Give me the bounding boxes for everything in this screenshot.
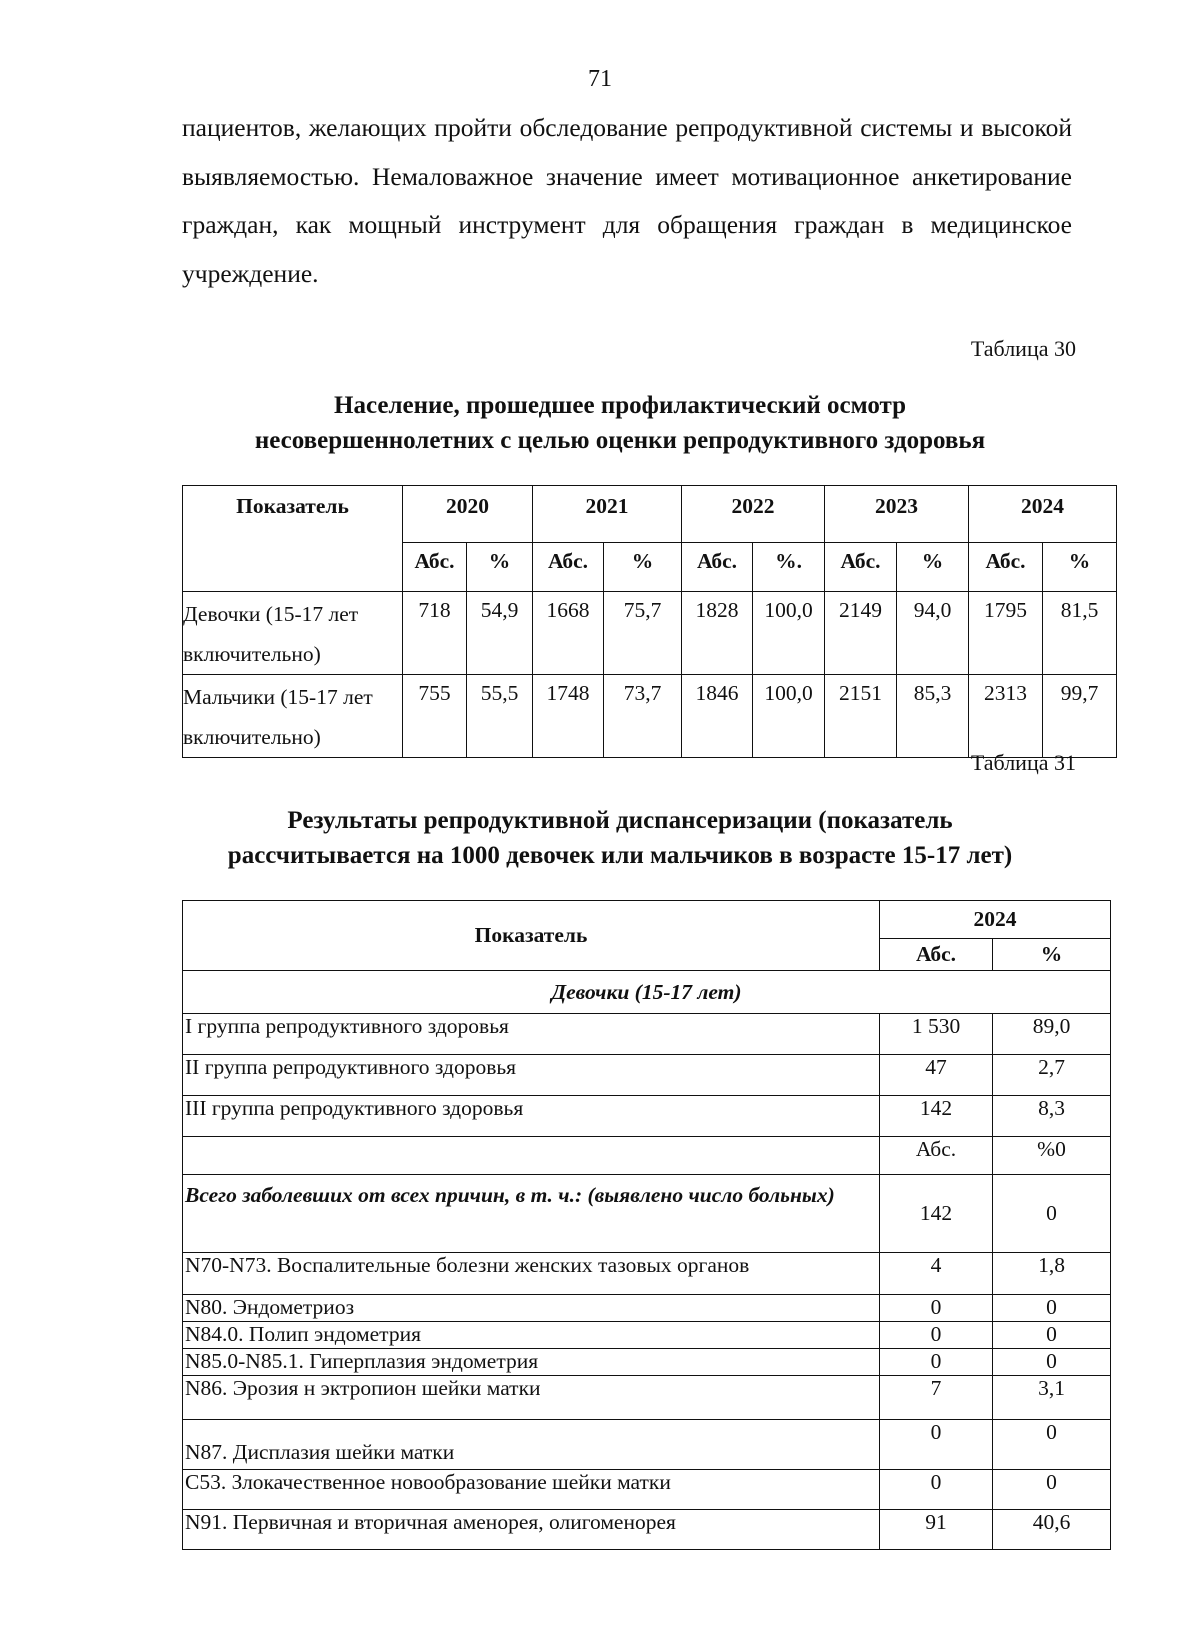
table31-title [160,803,1080,873]
table30-row-label: Девочки (15-17 лет включительно) [183,592,403,675]
table-cell: 142 [880,1175,993,1253]
table30-row-boys [183,675,1117,758]
table30-subheader: % [467,543,533,592]
table-cell: 142 [880,1096,993,1137]
table30-subheader: Абс. [969,543,1043,592]
table30-subheader: % [897,543,969,592]
table31-section-girls: Девочки (15-17 лет) [183,971,1111,1014]
table30-subheader: Абс. [403,543,467,592]
table-row [183,1510,1111,1550]
table30-title [160,388,1080,458]
table31-header-indicator: Показатель [183,901,880,971]
table30-caption: Таблица 30 [970,336,1076,361]
table-row [183,1295,1111,1322]
table-cell: %0 [993,1137,1111,1175]
table31-caption: Таблица 31 [970,750,1076,775]
table-row [183,1420,1111,1470]
table-cell: 7 [880,1376,993,1420]
table-cell: 75,7 [604,592,682,675]
table31-row-label [183,1137,880,1175]
table30-year-2024: 2024 [969,486,1117,543]
table30-subheader: Абс. [682,543,753,592]
table31-header-abs: Абс. [880,939,993,971]
table-cell: 0 [993,1420,1111,1470]
table-cell: 0 [993,1349,1111,1376]
table31-title-line1: Результаты репродуктивной диспансеризации (показатель [287,807,953,834]
table-row [183,1322,1111,1349]
table-cell: 0 [880,1295,993,1322]
table-cell: 0 [993,1175,1111,1253]
table-cell: 1668 [533,592,604,675]
table31-row-label: III группа репродуктивного здоровья [183,1096,880,1137]
table-cell: 1,8 [993,1253,1111,1295]
table31-row-label: N80. Эндометриоз [183,1295,880,1322]
table30-row-girls [183,592,1117,675]
page-number: 71 [588,66,612,92]
table31-row-label: II группа репродуктивного здоровья [183,1055,880,1096]
table-cell: 0 [993,1470,1111,1510]
table30-title-line1: Население, прошедшее профилактический осмотр [334,392,906,419]
table30-header-indicator: Показатель [183,486,403,592]
table-cell: 0 [880,1322,993,1349]
table30-subheader: % [604,543,682,592]
table-cell: 85,3 [897,675,969,758]
table-cell: 54,9 [467,592,533,675]
table-cell: 2313 [969,675,1043,758]
table-row [183,1253,1111,1295]
table31-row-label: N91. Первичная и вторичная аменорея, олигоменорея [183,1510,880,1550]
table31-row-label: N87. Дисплазия шейки матки [183,1420,880,1470]
table30-title-line2: несовершеннолетних с целью оценки репродуктивного здоровья [254,427,986,454]
table-cell: 1 530 [880,1014,993,1055]
table-cell: 2,7 [993,1055,1111,1096]
table-cell: 99,7 [1043,675,1117,758]
table-cell: 1846 [682,675,753,758]
table-row [183,1349,1111,1376]
table30-year-2023: 2023 [825,486,969,543]
table-cell: 100,0 [753,675,825,758]
table31-row-label: С53. Злокачественное новообразование шейки матки [183,1470,880,1510]
table-cell: 0 [880,1470,993,1510]
table-cell: 0 [993,1295,1111,1322]
table-cell: 1828 [682,592,753,675]
table-cell: 100,0 [753,592,825,675]
table-cell: 755 [403,675,467,758]
table31-header-year: 2024 [880,901,1111,939]
table30-subheader: Абс. [533,543,604,592]
table-cell: 0 [880,1420,993,1470]
table-row [183,1376,1111,1420]
table-cell: 0 [880,1349,993,1376]
table-row [183,1055,1111,1096]
table30-row-label: Мальчики (15-17 лет включительно) [183,675,403,758]
table-cell: 0 [993,1322,1111,1349]
table-row [183,1175,1111,1253]
table-cell: 4 [880,1253,993,1295]
table-row [183,1096,1111,1137]
table-row [183,1137,1111,1175]
table31-row-label: Всего заболевших от всех причин, в т. ч.: (выявлено число больных) [183,1175,880,1253]
table31 [182,900,1111,1550]
body-paragraph: пациентов, желающих пройти обследование репродуктивной системы и высокой выявляемостью. Немаловажное значение имеет мотивационное анкетирование граждан, как мощный инструмент для обращения граждан в медицинское учреждение. [182,113,1072,288]
table30-year-2020: 2020 [403,486,533,543]
table-cell: 47 [880,1055,993,1096]
table30-subheader: %. [753,543,825,592]
table30-subheader: % [1043,543,1117,592]
table-cell: 89,0 [993,1014,1111,1055]
table31-row-label: I группа репродуктивного здоровья [183,1014,880,1055]
table-cell: 2149 [825,592,897,675]
table-cell: 2151 [825,675,897,758]
table30-year-2021: 2021 [533,486,682,543]
table-cell: 91 [880,1510,993,1550]
table31-row-label: N84.0. Полип эндометрия [183,1322,880,1349]
table30-subheader: Абс. [825,543,897,592]
table-cell: 718 [403,592,467,675]
table31-row-label: N70-N73. Воспалительные болезни женских тазовых органов [183,1253,880,1295]
table-cell: 3,1 [993,1376,1111,1420]
table-row [183,1470,1111,1510]
table-row [183,1014,1111,1055]
table-cell: 73,7 [604,675,682,758]
table-cell: 81,5 [1043,592,1117,675]
table31-header-pct: % [993,939,1111,971]
table31-title-line2: рассчитывается на 1000 девочек или мальчиков в возрасте 15-17 лет) [227,842,1013,869]
table30-year-2022: 2022 [682,486,825,543]
table-cell: 94,0 [897,592,969,675]
table31-row-label: N85.0-N85.1. Гиперплазия эндометрия [183,1349,880,1376]
table-cell: Абс. [880,1137,993,1175]
table-cell: 55,5 [467,675,533,758]
table-cell: 40,6 [993,1510,1111,1550]
table-cell: 8,3 [993,1096,1111,1137]
table31-row-label: N86. Эрозия н эктропион шейки матки [183,1376,880,1420]
table-cell: 1795 [969,592,1043,675]
table30 [182,485,1117,758]
table-cell: 1748 [533,675,604,758]
